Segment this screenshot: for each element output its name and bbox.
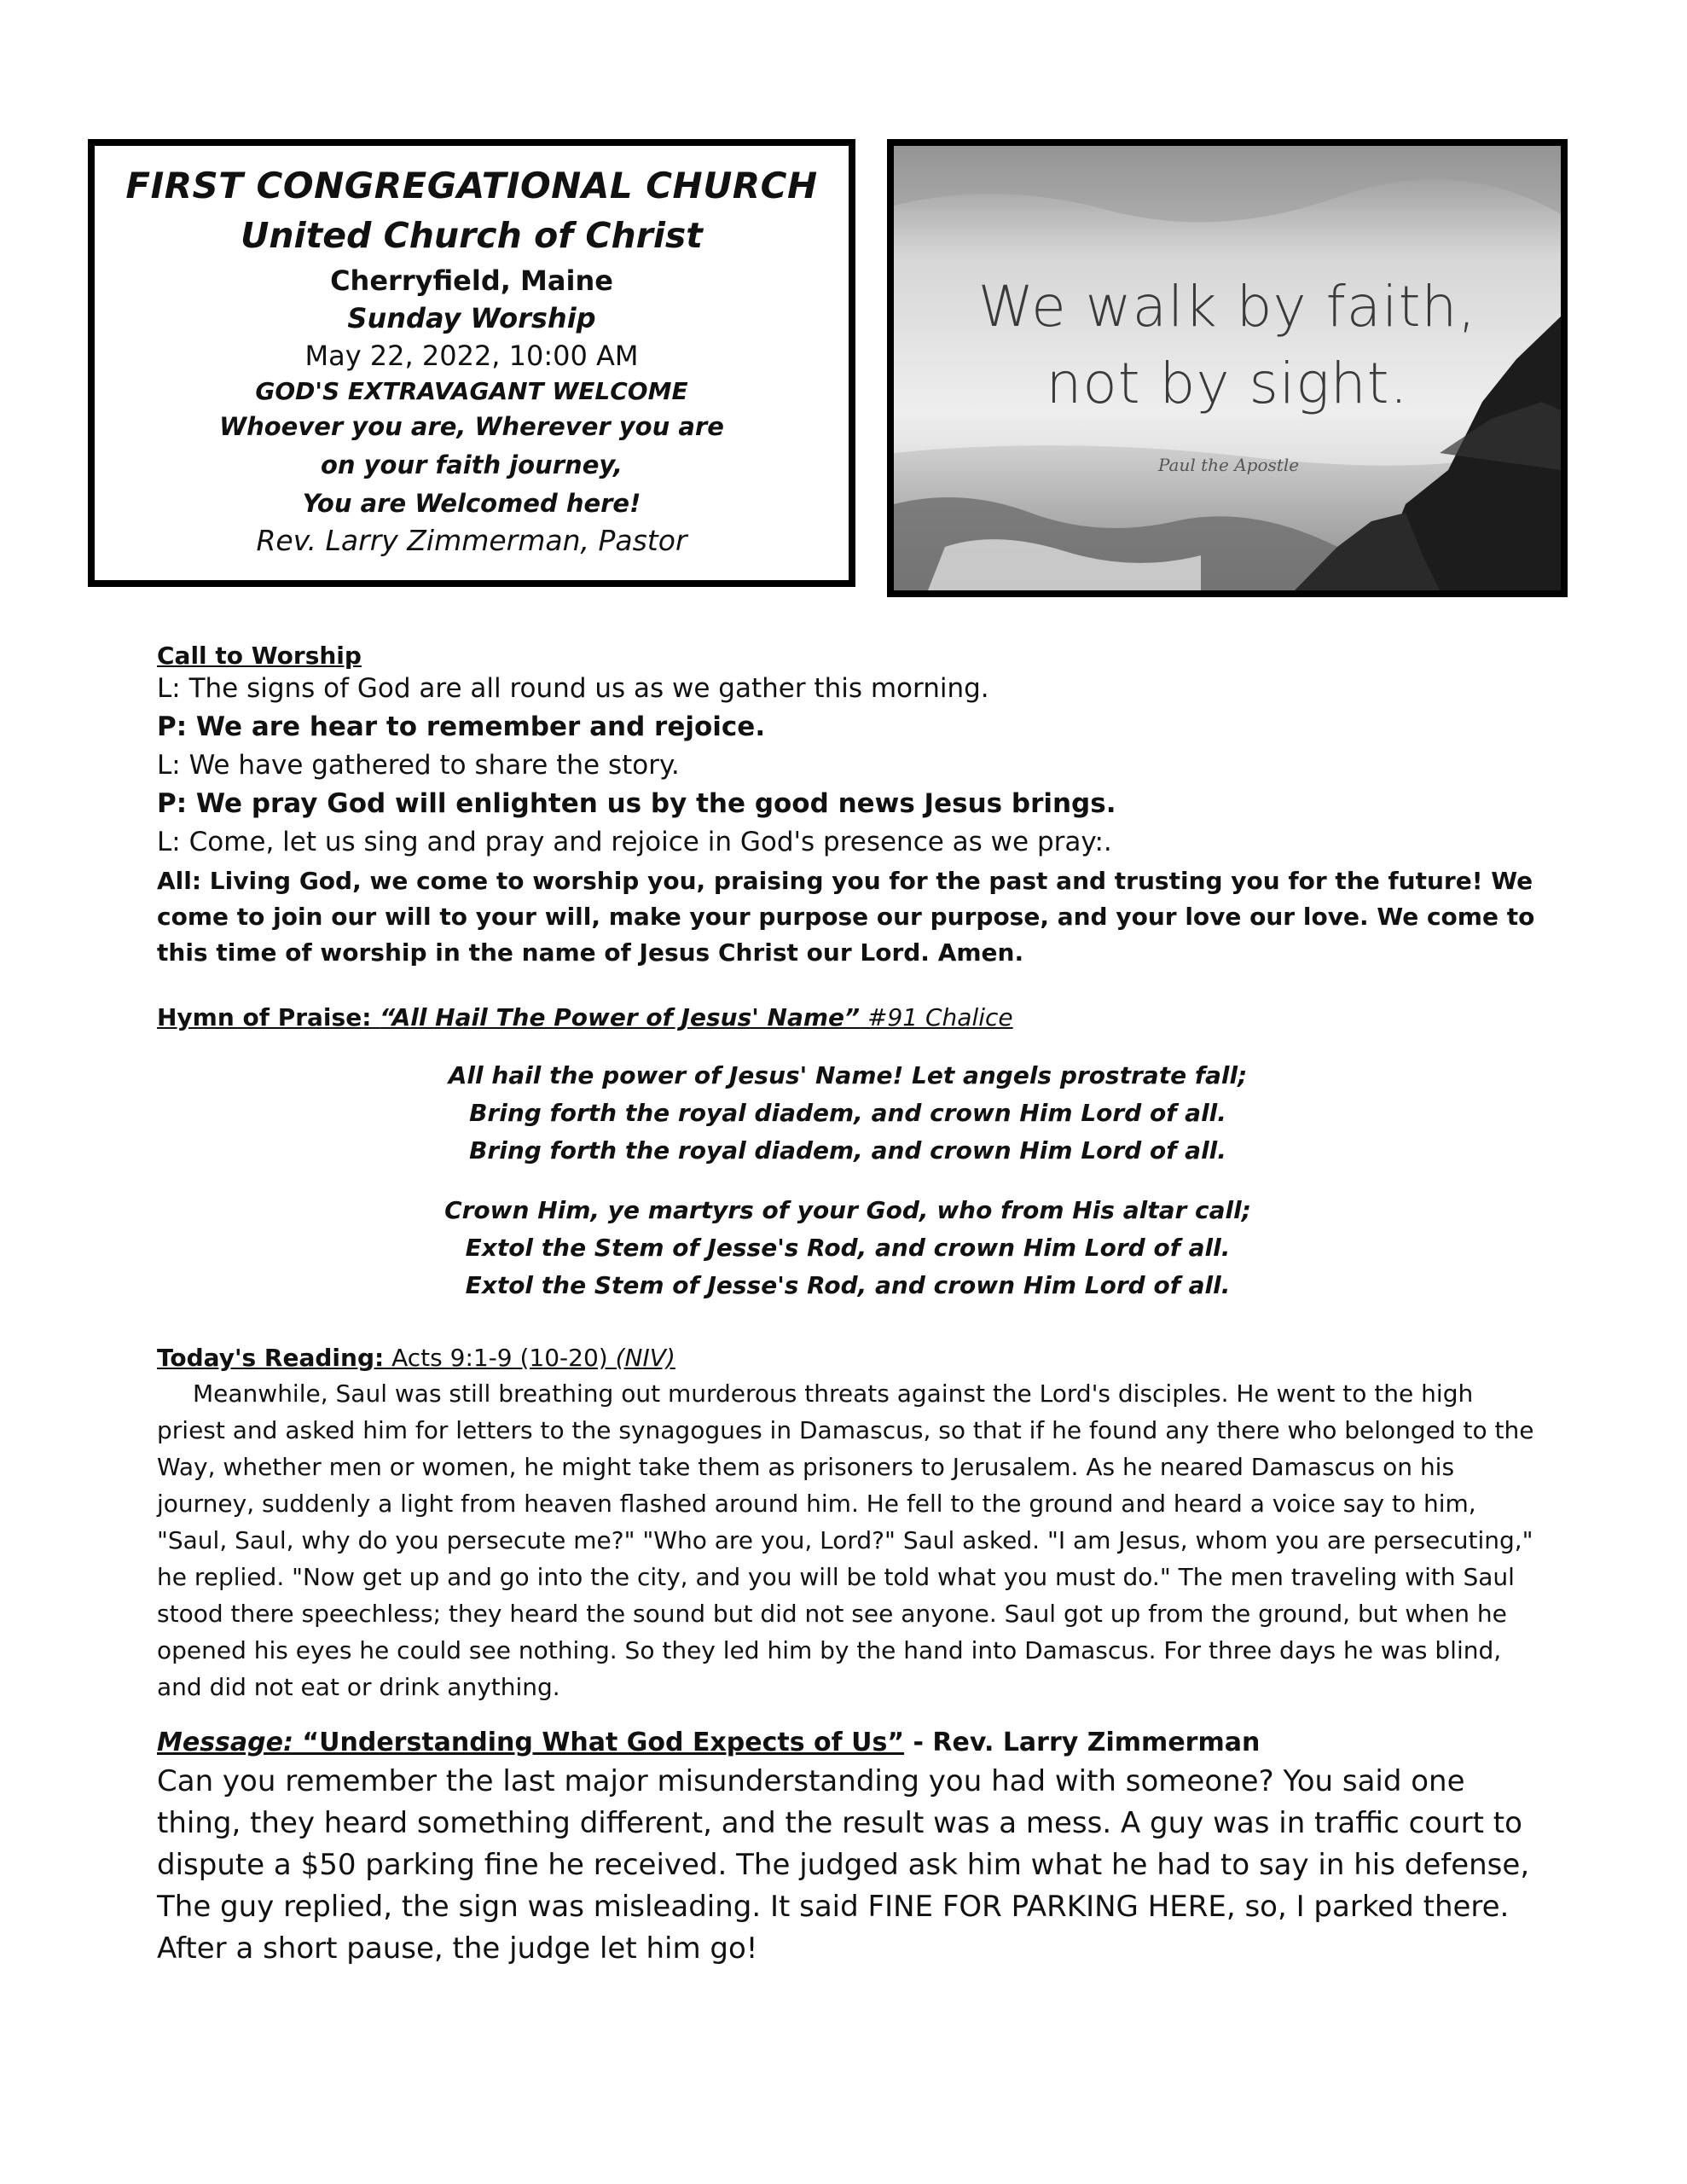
hymn-line: Extol the Stem of Jesse's Rod, and crown Him Lord of all.	[465, 1234, 1231, 1262]
hymn-line: Extol the Stem of Jesse's Rod, and crown Him Lord of all.	[465, 1271, 1231, 1299]
bulletin-body	[157, 642, 1539, 1970]
service-name: Sunday Worship	[347, 302, 596, 334]
people-line: P: We are hear to remember and rejoice.	[157, 712, 766, 742]
leader-line: L: The signs of God are all round us as we gather this morning.	[157, 673, 989, 704]
hymn-heading	[157, 1003, 1539, 1031]
message-heading	[157, 1728, 1539, 1757]
hymn-verse-1	[157, 1057, 1539, 1170]
leader-line: L: Come, let us sing and pray and rejoice in God's presence as we pray:.	[157, 827, 1112, 857]
message-label: Message:	[157, 1728, 293, 1757]
reading-reference: Acts 9:1-9 (10-20)	[384, 1344, 616, 1372]
reading-label: Today's Reading:	[157, 1344, 385, 1372]
quote-line-2: not by sight.	[1046, 351, 1409, 416]
service-date: May 22, 2022, 10:00 AM	[304, 340, 639, 372]
unison-prayer: All: Living God, we come to worship you, praising you for the past and trusting you for the future! We come to join our will to your will, make your purpose our purpose, and your love our love. We come to this time of worship in the name of Jesus Christ our Lord. Amen.	[157, 867, 1535, 967]
hymn-verse-2	[157, 1192, 1539, 1304]
location: Cherryfield, Maine	[330, 264, 613, 297]
hymn-label: Hymn of Praise:	[157, 1003, 380, 1031]
reading-version: (NIV)	[615, 1344, 675, 1372]
church-header-box	[88, 139, 855, 587]
welcome-line: You are Welcomed here!	[302, 489, 641, 518]
welcome-line: Whoever you are, Wherever you are	[219, 412, 724, 441]
welcome-line: on your faith journey,	[320, 450, 623, 479]
people-line: P: We pray God will enlighten us by the good news Jesus brings.	[157, 788, 1116, 819]
call-to-worship-title: Call to Worship	[157, 642, 362, 670]
hymn-title: “All Hail The Power of Jesus' Name”	[380, 1003, 861, 1031]
quote-photo	[887, 139, 1568, 597]
church-name: FIRST CONGREGATIONAL CHURCH	[125, 165, 818, 206]
hymn-line: Crown Him, ye martyrs of your God, who from His altar call;	[444, 1196, 1251, 1224]
quote-line-1: We walk by faith,	[977, 274, 1477, 340]
hymn-line: Bring forth the royal diadem, and crown Him Lord of all.	[469, 1099, 1226, 1127]
pastor-name: Rev. Larry Zimmerman, Pastor	[256, 524, 687, 557]
quote-credit: Paul the Apostle	[1158, 455, 1300, 475]
leader-line: L: We have gathered to share the story.	[157, 750, 680, 781]
message-text: Can you remember the last major misunderstanding you had with someone? You said one thing, they heard something different, and the result was a mess. A guy was in traffic court to dispute a $50 parking fine he received. The judged ask him what he had to say in his defense, The guy replied, the sign was misleading. It said FINE FOR PARKING HERE, so, I parked there. After a short pause, the judge let him go!	[157, 1764, 1530, 1966]
reading-text: Meanwhile, Saul was still breathing out murderous threats against the Lord's disciples. He went to the high priest and asked him for letters to the synagogues in Damascus, so that if he found any there who belonged to the Way, whether men or women, he might take them as prisoners to Jerusalem. As he neared Damascus on his journey, suddenly a light from heaven flashed around him. He fell to the ground and heard a voice say to him, "Saul, Saul, why do you persecute me?" "Who are you, Lord?" Saul asked. "I am Jesus, whom you are persecuting," he replied. "Now get up and go into the city, and you will be told what you must do." The men traveling with Saul stood there speechless; they heard the sound but did not see anyone. Saul got up from the ground, but when he opened his eyes he could see nothing. So they led him by the hand into Damascus. For three days he was blind, and did not eat or drink anything.	[157, 1380, 1534, 1701]
reading-heading	[157, 1344, 1539, 1372]
welcome-theme: GOD'S EXTRAVAGANT WELCOME	[255, 377, 688, 405]
hymn-line: All hail the power of Jesus' Name! Let angels prostrate fall;	[448, 1061, 1248, 1089]
hymn-line: Bring forth the royal diadem, and crown Him Lord of all.	[469, 1136, 1226, 1165]
message-speaker: - Rev. Larry Zimmerman	[904, 1728, 1261, 1757]
denomination: United Church of Christ	[241, 215, 703, 256]
hymn-number: #91 Chalice	[860, 1003, 1013, 1031]
message-title: “Understanding What God Expects of Us”	[293, 1728, 905, 1757]
